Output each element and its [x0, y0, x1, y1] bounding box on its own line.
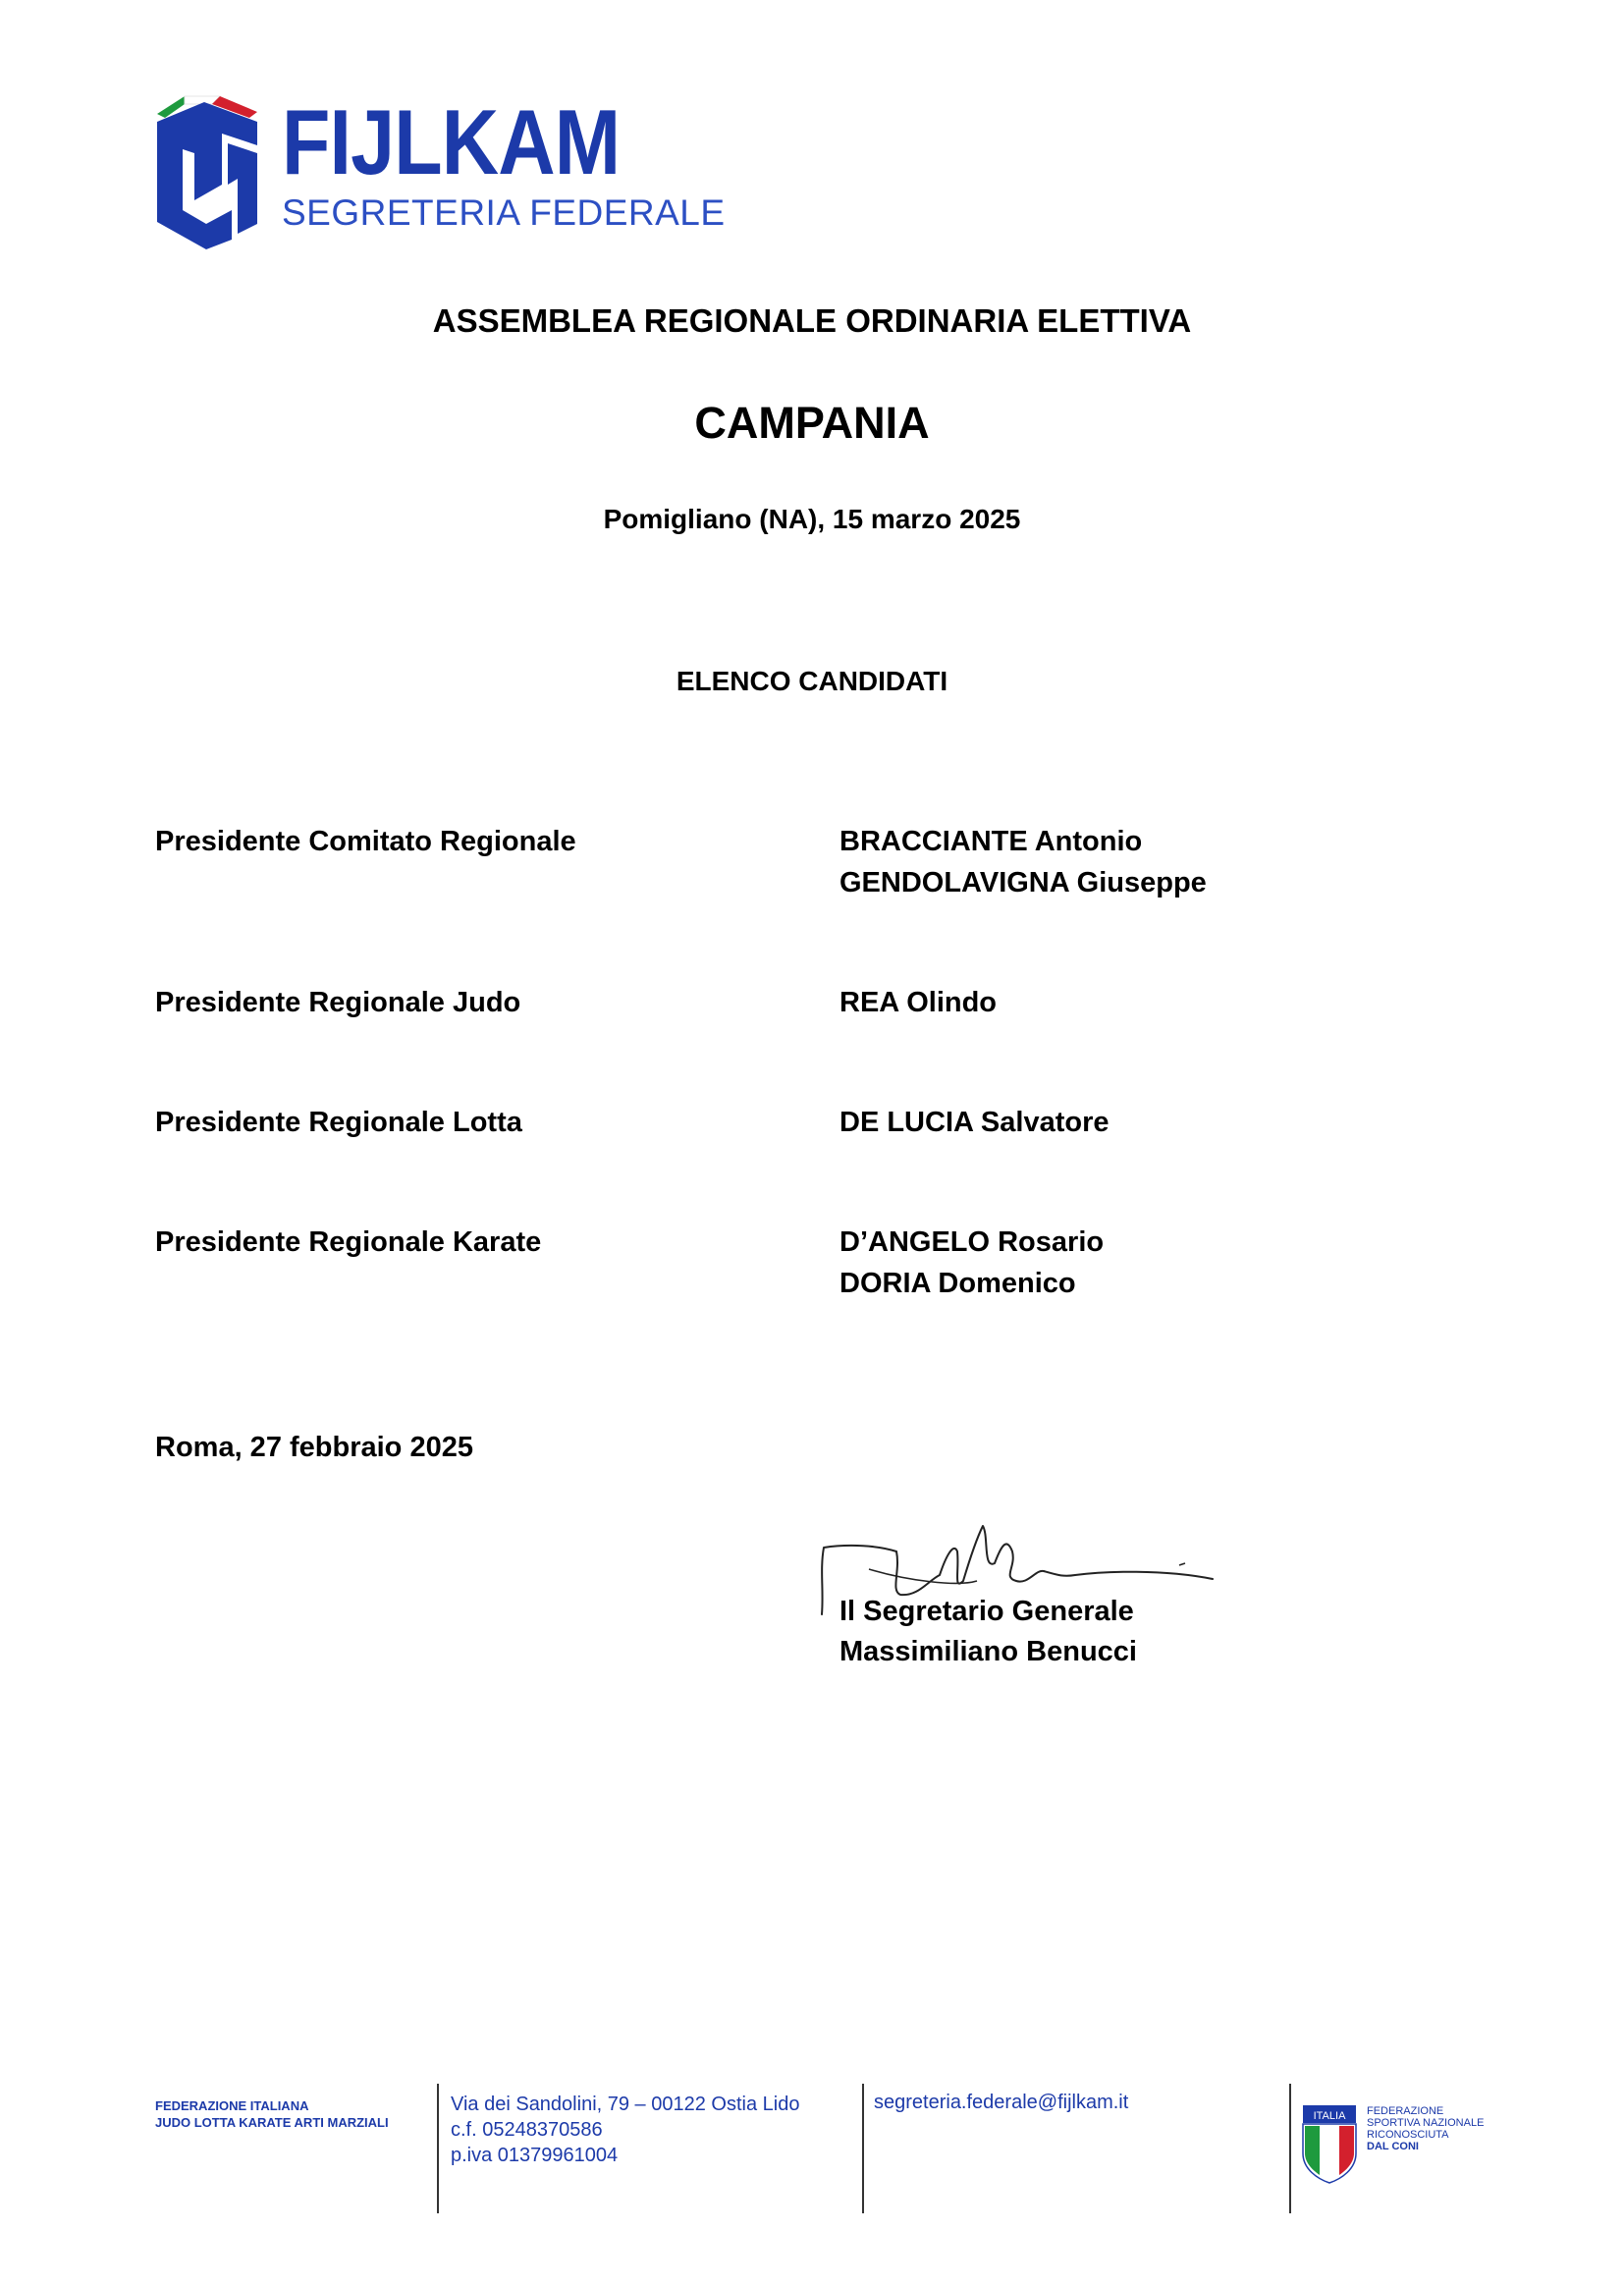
role-label: Presidente Regionale Karate — [155, 1226, 542, 1258]
role-label: Presidente Regionale Lotta — [155, 1107, 522, 1138]
fijlkam-logo-icon — [155, 94, 259, 251]
footer-divider — [1289, 2084, 1291, 2213]
signer-block — [839, 1592, 1137, 1672]
candidate-name: REA Olindo — [839, 987, 998, 1018]
coni-badge-text: ITALIA — [1313, 2110, 1346, 2122]
candidate-names — [839, 1222, 1104, 1304]
coni-line: SPORTIVA NAZIONALE — [1367, 2117, 1485, 2129]
footer-coni-text — [1367, 2105, 1484, 2152]
candidate-name: GENDOLAVIGNA Giuseppe — [839, 867, 1207, 898]
coni-shield-icon — [1302, 2104, 1357, 2185]
candidate-names — [839, 982, 997, 1023]
candidate-names — [839, 1102, 1110, 1143]
address-line: Via dei Sandolini, 79 – 00122 Ostia Lido — [451, 2094, 800, 2115]
signing-place-date: Roma, 27 febbraio 2025 — [155, 1432, 473, 1463]
signer-title: Il Segretario Generale — [839, 1596, 1134, 1627]
footer-federation — [155, 2097, 389, 2131]
document-title: ASSEMBLEA REGIONALE ORDINARIA ELETTIVA — [432, 302, 1192, 339]
coni-line: RICONOSCIUTA — [1367, 2129, 1449, 2141]
candidate-name: DORIA Domenico — [839, 1268, 1076, 1299]
candidate-name: DE LUCIA Salvatore — [839, 1107, 1110, 1138]
logo-subtitle: SEGRETERIA FEDERALE — [282, 192, 726, 233]
candidate-name: BRACCIANTE Antonio — [839, 826, 1143, 857]
role-label: Presidente Comitato Regionale — [155, 826, 576, 857]
candidate-name: D’ANGELO Rosario — [839, 1226, 1105, 1258]
footer-divider — [862, 2084, 864, 2213]
candidate-names — [839, 821, 1207, 903]
role-label: Presidente Regionale Judo — [155, 987, 521, 1018]
coni-line: DAL CONI — [1367, 2141, 1419, 2152]
coni-line: FEDERAZIONE — [1367, 2105, 1444, 2117]
meeting-place-date: Pomigliano (NA), 15 marzo 2025 — [603, 504, 1021, 534]
vat-number: p.iva 01379961004 — [451, 2145, 619, 2166]
footer-federation-line: FEDERAZIONE ITALIANA — [155, 2098, 309, 2113]
footer-federation-line: JUDO LOTTA KARATE ARTI MARZIALI — [155, 2115, 389, 2130]
candidate-list-heading: ELENCO CANDIDATI — [676, 666, 948, 696]
region-heading: CAMPANIA — [694, 398, 930, 448]
footer-address — [451, 2092, 799, 2168]
footer-email-link[interactable]: segreteria.federale@fijlkam.it — [874, 2092, 1129, 2113]
tax-code: c.f. 05248370586 — [451, 2119, 603, 2141]
footer-divider — [437, 2084, 439, 2213]
logo-wordmark: FIJLKAM — [282, 90, 621, 193]
signer-name: Massimiliano Benucci — [839, 1636, 1137, 1667]
